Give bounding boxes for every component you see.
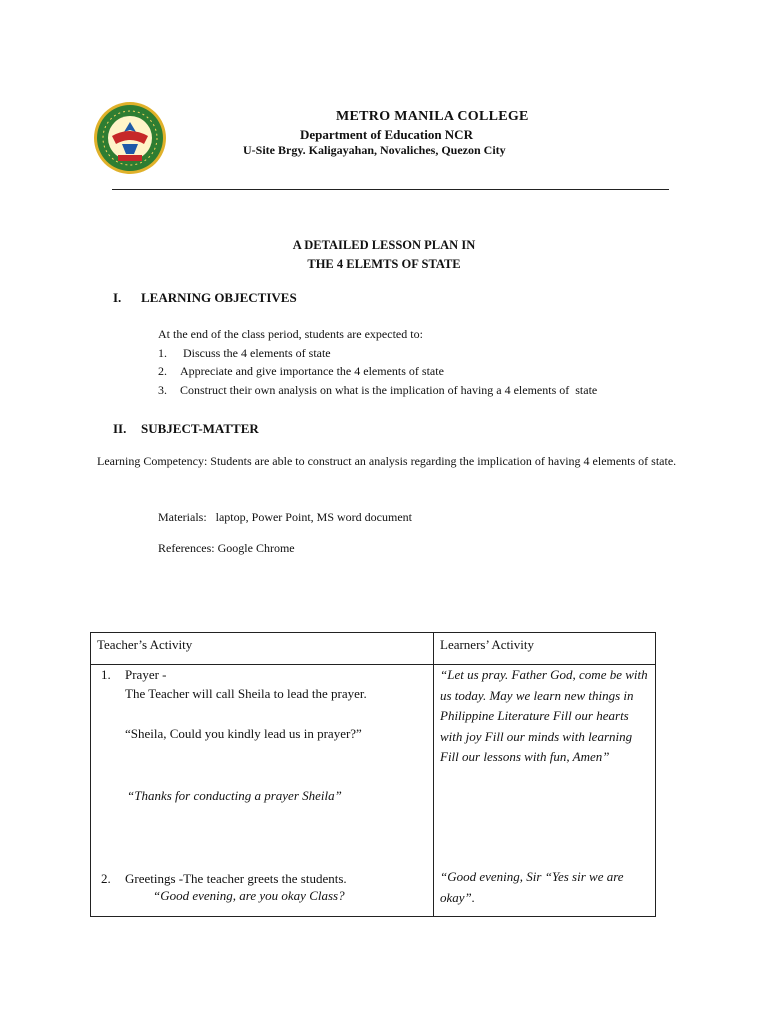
column-header-learners: Learners’ Activity xyxy=(440,637,534,652)
references: References: Google Chrome xyxy=(158,541,295,555)
activity-title: Prayer - xyxy=(125,667,167,682)
activity-table xyxy=(90,632,656,917)
objective-text: Appreciate and give importance the 4 elements of state xyxy=(180,364,444,378)
section-heading-objectives xyxy=(113,290,297,306)
learner-prayer-response: “Let us pray. Father God, come be with us today. May we learn new things in Philippine Literature Fill our hearts with joy Fill our minds with learning Fill our lessons with fun, Amen” xyxy=(440,667,648,764)
objective-number: 3. xyxy=(158,383,167,397)
activity-title: Greetings -The teacher greets the students. xyxy=(125,871,347,886)
college-address: U-Site Brgy. Kaligayahan, Novaliches, Quezon City xyxy=(243,143,506,157)
objective-number: 2. xyxy=(158,364,167,378)
teacher-prayer-description: The Teacher will call Sheila to lead the prayer. xyxy=(125,686,367,701)
objective-number: 1. xyxy=(158,346,167,360)
section-number: II. xyxy=(113,421,127,436)
section-title: LEARNING OBJECTIVES xyxy=(141,290,297,305)
college-seal-logo xyxy=(92,100,168,176)
objective-item xyxy=(158,346,331,361)
department-name: Department of Education NCR xyxy=(300,127,473,142)
learner-greeting-response: “Good evening, Sir “Yes sir we are okay”. xyxy=(440,869,624,905)
section-heading-subject-matter xyxy=(113,421,259,437)
activity-number: 2. xyxy=(101,871,111,886)
teacher-greeting-line: “Good evening, are you okay Class? xyxy=(153,888,345,903)
document-title-line1: A DETAILED LESSON PLAN IN xyxy=(292,238,476,252)
objective-text: Discuss the 4 elements of state xyxy=(180,346,331,360)
activity-number: 1. xyxy=(101,667,111,682)
learning-competency: Learning Competency: Students are able to construct an analysis regarding the implication of having 4 elements of state. xyxy=(97,454,677,468)
objective-item xyxy=(158,364,444,379)
teacher-prayer-thanks: “Thanks for conducting a prayer Sheila” xyxy=(127,788,342,803)
section-title: SUBJECT-MATTER xyxy=(141,421,259,436)
section-number: I. xyxy=(113,290,122,305)
college-name: METRO MANILA COLLEGE xyxy=(336,109,529,124)
teacher-activity-prayer xyxy=(101,665,167,686)
materials: Materials: laptop, Power Point, MS word document xyxy=(158,510,412,524)
document-title-line2: THE 4 ELEMTS OF STATE xyxy=(307,257,461,271)
table-column-divider xyxy=(433,633,434,916)
objective-item xyxy=(158,383,597,398)
header-divider xyxy=(112,189,669,190)
teacher-prayer-request: “Sheila, Could you kindly lead us in prayer?” xyxy=(125,726,362,741)
column-header-teacher: Teacher’s Activity xyxy=(97,637,193,652)
objectives-intro: At the end of the class period, students are expected to: xyxy=(158,327,423,341)
objective-text: Construct their own analysis on what is the implication of having a 4 elements of state xyxy=(180,383,598,397)
